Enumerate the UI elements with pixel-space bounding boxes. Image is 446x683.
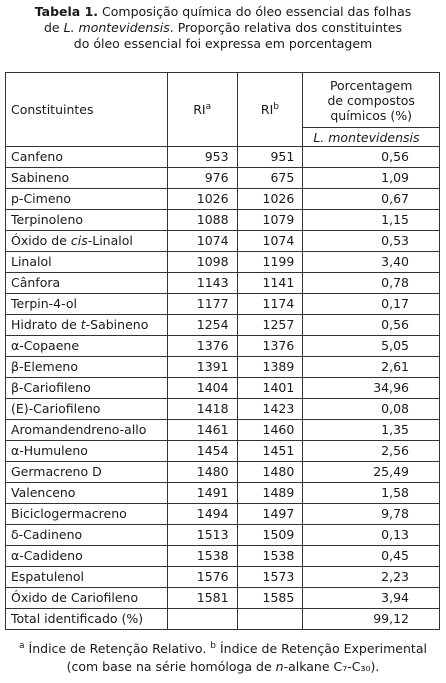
constituent-italic: cis xyxy=(70,233,88,248)
percentage-value: 1,58 xyxy=(303,483,440,504)
percentage-value: 1,09 xyxy=(303,168,440,189)
ri-b-value: 1079 xyxy=(237,210,303,231)
constituent-text: δ-Cadineno xyxy=(11,527,83,542)
caption-text: Composição química do óleo essencial das folhas xyxy=(98,4,412,19)
constituent-text: Canfeno xyxy=(11,149,63,164)
total-value: 99,12 xyxy=(303,609,440,630)
table-row xyxy=(6,588,440,609)
ri-a-value: 953 xyxy=(167,147,237,168)
table-row xyxy=(6,231,440,252)
ri-b-value: 1199 xyxy=(237,252,303,273)
caption-species: L. montevidensis xyxy=(63,20,170,35)
constituent-text: Óxido de xyxy=(11,233,71,248)
ri-b-value: 1423 xyxy=(237,399,303,420)
constituent-name xyxy=(6,252,168,273)
ri-a-value: 1581 xyxy=(167,588,237,609)
constituent-text: Cânfora xyxy=(11,275,61,290)
caption-line-3: do óleo essencial foi expressa em porcentagem xyxy=(73,36,373,51)
header-ri-label: RI xyxy=(260,102,274,117)
table-row xyxy=(6,357,440,378)
constituent-name xyxy=(6,546,168,567)
header-ri-a xyxy=(167,73,237,147)
constituent-name xyxy=(6,420,168,441)
ri-b-value: 1480 xyxy=(237,462,303,483)
ri-a-value: 1418 xyxy=(167,399,237,420)
ri-b-value: 1585 xyxy=(237,588,303,609)
ri-a-value: 1098 xyxy=(167,252,237,273)
ri-a-value: 1254 xyxy=(167,315,237,336)
percentage-value: 2,61 xyxy=(303,357,440,378)
constituent-text: β-Cariofileno xyxy=(11,380,91,395)
table-row xyxy=(6,294,440,315)
footnote-italic: n xyxy=(275,659,284,674)
constituent-name xyxy=(6,588,168,609)
constituent-text: Aromandendreno-allo xyxy=(11,422,147,437)
ri-b-value: 1460 xyxy=(237,420,303,441)
table-row xyxy=(6,189,440,210)
table-row xyxy=(6,378,440,399)
constituent-text: Terpinoleno xyxy=(11,212,84,227)
table-row xyxy=(6,315,440,336)
constituent-text: Sabineno xyxy=(11,170,70,185)
ri-b-value: 1401 xyxy=(237,378,303,399)
constituent-text: α-Cadideno xyxy=(11,548,83,563)
ri-a-value: 1177 xyxy=(167,294,237,315)
constituent-text: Biciclogermacreno xyxy=(11,506,127,521)
header-constituents: Constituintes xyxy=(6,73,168,147)
constituent-name xyxy=(6,567,168,588)
constituent-text: Terpin-4-ol xyxy=(11,296,77,311)
percentage-value: 2,56 xyxy=(303,441,440,462)
constituent-name xyxy=(6,483,168,504)
ri-a-value: 1391 xyxy=(167,357,237,378)
constituent-name xyxy=(6,231,168,252)
constituent-name xyxy=(6,168,168,189)
constituent-text: α-Humuleno xyxy=(11,443,88,458)
constituent-name xyxy=(6,294,168,315)
constituent-text: α-Copaene xyxy=(11,338,80,353)
percentage-value: 1,15 xyxy=(303,210,440,231)
footnote-line-2 xyxy=(0,658,446,676)
caption-text: . Proporção relativa dos constituintes xyxy=(169,20,402,35)
constituent-name xyxy=(6,210,168,231)
footnote-text: Índice de Retenção Relativo. xyxy=(24,641,211,656)
table-row xyxy=(6,483,440,504)
ri-b-value: 1573 xyxy=(237,567,303,588)
table-row xyxy=(6,504,440,525)
constituent-text: Linalol xyxy=(11,254,52,269)
constituent-name xyxy=(6,336,168,357)
ri-a-value: 1074 xyxy=(167,231,237,252)
percentage-value: 3,94 xyxy=(303,588,440,609)
caption-line-2 xyxy=(0,20,446,36)
constituent-name xyxy=(6,357,168,378)
percentage-value: 0,13 xyxy=(303,525,440,546)
ri-b-value: 1451 xyxy=(237,441,303,462)
header-percentage xyxy=(303,73,440,128)
ri-b-value: 1489 xyxy=(237,483,303,504)
ri-b-value: 1389 xyxy=(237,357,303,378)
table-caption xyxy=(0,4,446,52)
constituent-name xyxy=(6,315,168,336)
header-ri-sup: a xyxy=(205,101,212,112)
percentage-value: 0,56 xyxy=(303,147,440,168)
ri-b-value: 1026 xyxy=(237,189,303,210)
table-row xyxy=(6,420,440,441)
ri-a-value: 1143 xyxy=(167,273,237,294)
table-row xyxy=(6,567,440,588)
empty-cell xyxy=(167,609,237,630)
header-percentage-line: químicos (%) xyxy=(330,107,412,123)
table-row xyxy=(6,441,440,462)
header-percentage-line: de compostos xyxy=(327,92,415,108)
ri-b-value: 1497 xyxy=(237,504,303,525)
footnote-sup: a xyxy=(19,640,25,651)
caption-label: Tabela 1. xyxy=(34,4,99,19)
ri-b-value: 1376 xyxy=(237,336,303,357)
constituent-name xyxy=(6,504,168,525)
constituent-text: (E)-Cariofileno xyxy=(11,401,101,416)
constituent-text: Hidrato de xyxy=(11,317,81,332)
percentage-value: 0,78 xyxy=(303,273,440,294)
constituent-name xyxy=(6,189,168,210)
header-ri-b xyxy=(237,73,303,147)
percentage-value: 9,78 xyxy=(303,504,440,525)
constituent-text: Germacreno D xyxy=(11,464,102,479)
caption-line-1 xyxy=(0,4,446,20)
constituent-name xyxy=(6,525,168,546)
total-row xyxy=(6,609,440,630)
ri-b-value: 1509 xyxy=(237,525,303,546)
percentage-value: 0,56 xyxy=(303,315,440,336)
table-row xyxy=(6,252,440,273)
ri-b-value: 1141 xyxy=(237,273,303,294)
ri-a-value: 1088 xyxy=(167,210,237,231)
constituent-text: β-Elemeno xyxy=(11,359,78,374)
constituent-name xyxy=(6,378,168,399)
constituent-name xyxy=(6,399,168,420)
ri-a-value: 1576 xyxy=(167,567,237,588)
footnote-line-1 xyxy=(0,640,446,658)
table-row xyxy=(6,147,440,168)
footnote-text: -alkane C₇-C₃₀). xyxy=(283,659,380,674)
table-row xyxy=(6,273,440,294)
constituent-name xyxy=(6,147,168,168)
footnote-text: (com base na série homóloga de xyxy=(66,659,276,674)
percentage-value: 0,45 xyxy=(303,546,440,567)
ri-b-value: 1257 xyxy=(237,315,303,336)
ri-a-value: 1494 xyxy=(167,504,237,525)
table-row xyxy=(6,210,440,231)
ri-b-value: 951 xyxy=(237,147,303,168)
ri-a-value: 1376 xyxy=(167,336,237,357)
footnote-sup: b xyxy=(210,640,216,651)
constituent-name xyxy=(6,273,168,294)
percentage-value: 1,35 xyxy=(303,420,440,441)
constituent-text: Espatulenol xyxy=(11,569,85,584)
table-row xyxy=(6,525,440,546)
essential-oil-table xyxy=(5,72,440,630)
ri-a-value: 976 xyxy=(167,168,237,189)
percentage-value: 0,08 xyxy=(303,399,440,420)
table-body xyxy=(6,147,440,630)
table-row xyxy=(6,399,440,420)
constituent-text: Óxido de Cariofileno xyxy=(11,590,139,605)
table-row xyxy=(6,462,440,483)
ri-b-value: 675 xyxy=(237,168,303,189)
percentage-value: 0,67 xyxy=(303,189,440,210)
constituent-text: Valenceno xyxy=(11,485,76,500)
total-label: Total identificado (%) xyxy=(6,609,168,630)
ri-a-value: 1538 xyxy=(167,546,237,567)
footnote-text: Índice de Retenção Experimental xyxy=(215,641,427,656)
constituent-text: p-Cimeno xyxy=(11,191,72,206)
header-species: L. montevidensis xyxy=(303,128,440,147)
empty-cell xyxy=(237,609,303,630)
percentage-value: 5,05 xyxy=(303,336,440,357)
header-ri-sup: b xyxy=(273,101,279,112)
ri-a-value: 1513 xyxy=(167,525,237,546)
header-percentage-line: Porcentagem xyxy=(329,77,413,93)
constituent-text: -Sabineno xyxy=(85,317,149,332)
constituent-name xyxy=(6,462,168,483)
ri-a-value: 1491 xyxy=(167,483,237,504)
percentage-value: 2,23 xyxy=(303,567,440,588)
constituent-italic: t xyxy=(80,317,86,332)
footnote xyxy=(0,640,446,676)
table-row xyxy=(6,546,440,567)
ri-a-value: 1461 xyxy=(167,420,237,441)
header-ri-label: RI xyxy=(193,102,206,117)
ri-b-value: 1538 xyxy=(237,546,303,567)
table-row xyxy=(6,168,440,189)
ri-a-value: 1404 xyxy=(167,378,237,399)
ri-a-value: 1480 xyxy=(167,462,237,483)
percentage-value: 3,40 xyxy=(303,252,440,273)
percentage-value: 34,96 xyxy=(303,378,440,399)
table-row xyxy=(6,336,440,357)
percentage-value: 0,53 xyxy=(303,231,440,252)
ri-a-value: 1454 xyxy=(167,441,237,462)
ri-b-value: 1074 xyxy=(237,231,303,252)
caption-text: de xyxy=(44,20,64,35)
ri-b-value: 1174 xyxy=(237,294,303,315)
constituent-name xyxy=(6,441,168,462)
percentage-value: 0,17 xyxy=(303,294,440,315)
percentage-value: 25,49 xyxy=(303,462,440,483)
ri-a-value: 1026 xyxy=(167,189,237,210)
constituent-text: -Linalol xyxy=(87,233,133,248)
